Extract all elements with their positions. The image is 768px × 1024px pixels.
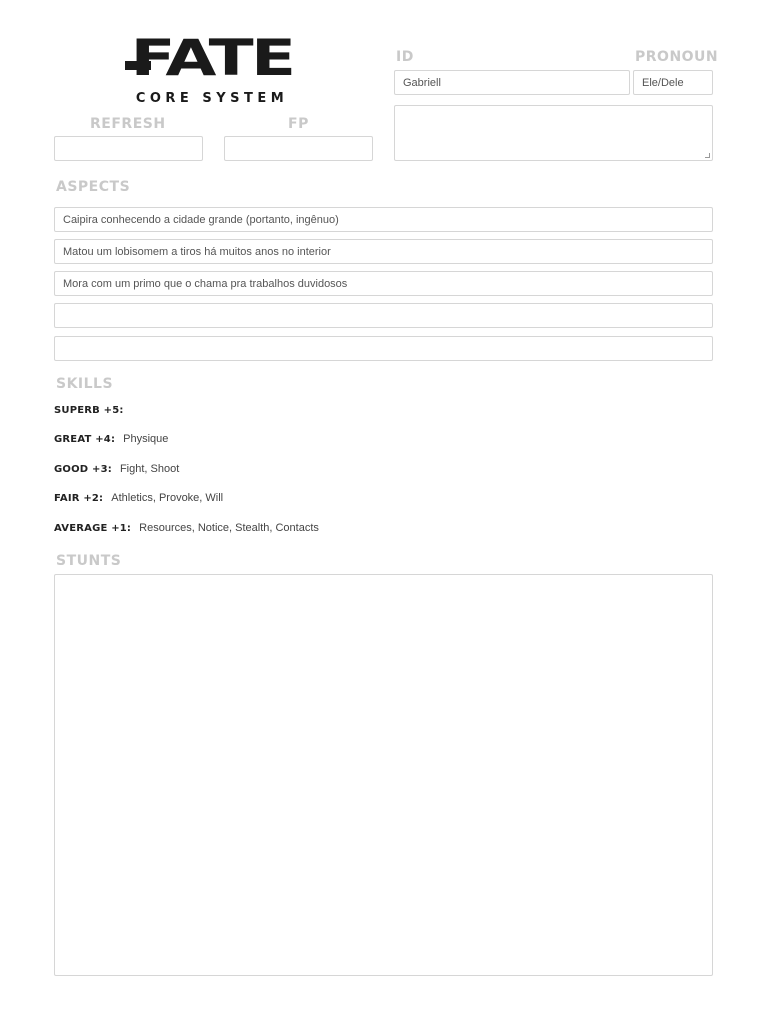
aspect-field[interactable] [54, 336, 713, 361]
logo-main-text: FATE [130, 29, 294, 87]
fate-core-logo [121, 25, 303, 109]
skill-tier-label: FAIR +2: [54, 493, 104, 504]
skill-row-great[interactable] [54, 432, 168, 447]
skill-tier-label: GREAT +4: [54, 434, 116, 445]
description-textarea[interactable] [394, 105, 713, 161]
aspect-field[interactable]: Matou um lobisomem a tiros há muitos anos no interior [54, 239, 713, 264]
refresh-label: REFRESH [90, 116, 166, 132]
refresh-field[interactable] [54, 136, 203, 161]
skill-row-fair[interactable] [54, 491, 223, 506]
skill-value: Fight, Shoot [119, 463, 180, 475]
skills-title: SKILLS [56, 376, 114, 392]
stunts-textarea[interactable] [54, 574, 713, 976]
skill-tier-label: SUPERB +5: [54, 405, 124, 416]
aspect-field[interactable]: Mora com um primo que o chama pra trabalhos duvidosos [54, 271, 713, 296]
id-label: ID [396, 49, 414, 65]
pronoun-field[interactable]: Ele/Dele [633, 70, 713, 95]
skill-value: Athletics, Provoke, Will [111, 492, 224, 504]
skill-value: Resources, Notice, Stealth, Contacts [139, 522, 319, 534]
skill-value: Physique [123, 433, 169, 445]
id-field[interactable]: Gabriell [394, 70, 630, 95]
aspect-field[interactable]: Caipira conhecendo a cidade grande (portanto, ingênuo) [54, 207, 713, 232]
stunts-title: STUNTS [56, 553, 122, 569]
skill-row-good[interactable] [54, 462, 179, 477]
fp-field[interactable] [224, 136, 373, 161]
pronoun-label: PRONOUN [635, 49, 719, 65]
fp-label: FP [288, 116, 309, 132]
skill-tier-label: GOOD +3: [54, 464, 112, 475]
skill-row-average[interactable] [54, 521, 319, 536]
resize-handle[interactable] [705, 153, 710, 158]
skill-tier-label: AVERAGE +1: [54, 523, 132, 534]
aspects-title: ASPECTS [56, 179, 131, 195]
aspect-field[interactable] [54, 303, 713, 328]
skill-row-superb[interactable] [54, 403, 132, 418]
logo-sub-text: CORE SYSTEM [135, 91, 289, 106]
